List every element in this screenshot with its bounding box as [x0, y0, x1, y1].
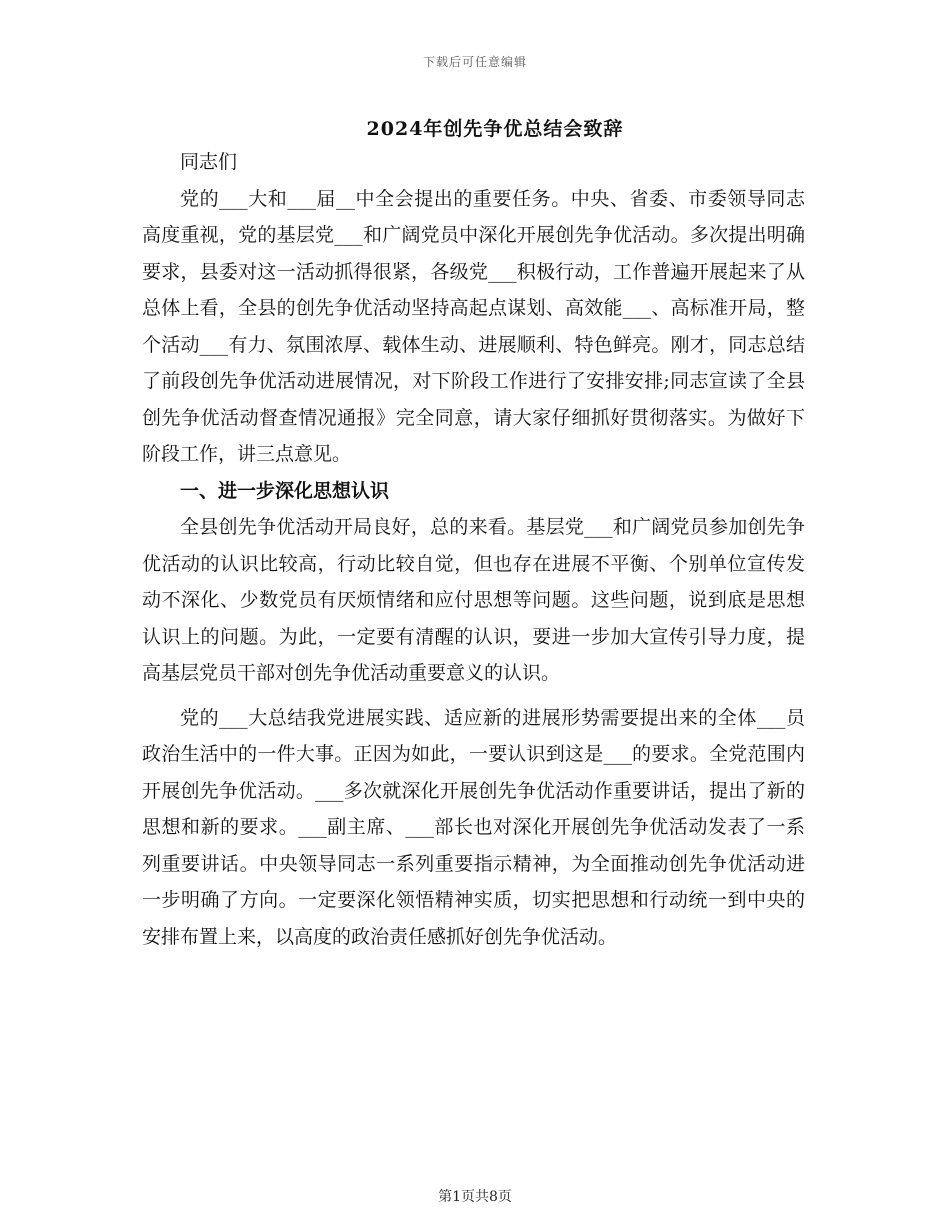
paragraph-intro: 党的___大和___届__中全会提出的重要任务。中央、省委、市委领导同志高度重视，党的基层党___和广阔党员中深化开展创先争优活动。多次提出明确要求，县委对这一活动抓得很紧，各级党___积极行动，工作普遍开展起来了从总体上看，全县的创先争优活动坚持高起点谋划、高效能___、高标准开局，整个活动___有力、氛围浓厚、载体生动、进展顺利、特色鲜亮。刚才，同志总结了前段创先争优活动进展情况，对下阶段工作进行了安排安排;同志宣读了全县创先争优活动督查情况通报》完全同意，请大家仔细抓好贯彻落实。为做好下阶段工作，讲三点意见。	[142, 187, 805, 465]
page-indicator: 第1页共8页	[438, 1189, 512, 1205]
document-title: 2024年创先争优总结会致辞	[366, 118, 624, 140]
section-heading: 一、进一步深化思想认识	[180, 479, 390, 502]
paragraph-section-2: 党的___大总结我党进展实践、适应新的进展形势需要提出来的全体___员政治生活中的一件大事。正因为如此，一要认识到这是___的要求。全党范围内开展创先争优活动。___多次就深化开展创先争优活动作重要讲话，提出了新的思想和新的要求。___副主席、___部长也对深化开展创先争优活动发表了一系列重要讲话。中央领导同志一系列重要指示精神，为全面推动创先争优活动进一步明确了方向。一定要深化领悟精神实质，切实把思想和行动统一到中央的安排布置上来，以高度的政治责任感抓好创先争优活动。	[142, 706, 805, 948]
salutation: 同志们	[180, 151, 238, 173]
header-note: 下载后可任意编辑	[422, 55, 527, 69]
paragraph-spacer	[142, 692, 805, 700]
document-body	[142, 144, 805, 955]
paragraph-section-1: 全县创先争优活动开局良好，总的来看。基层党___和广阔党员参加创先争优活动的认识比较高，行动比较自觉，但也存在进展不平衡、个别单位宣传发动不深化、少数党员有厌烦情绪和应付思想等问题。这些问题，说到底是思想认识上的问题。为此，一定要有清醒的认识，要进一步加大宣传引导力度，提高基层党员干部对创先争优活动重要意义的认识。	[142, 516, 805, 684]
